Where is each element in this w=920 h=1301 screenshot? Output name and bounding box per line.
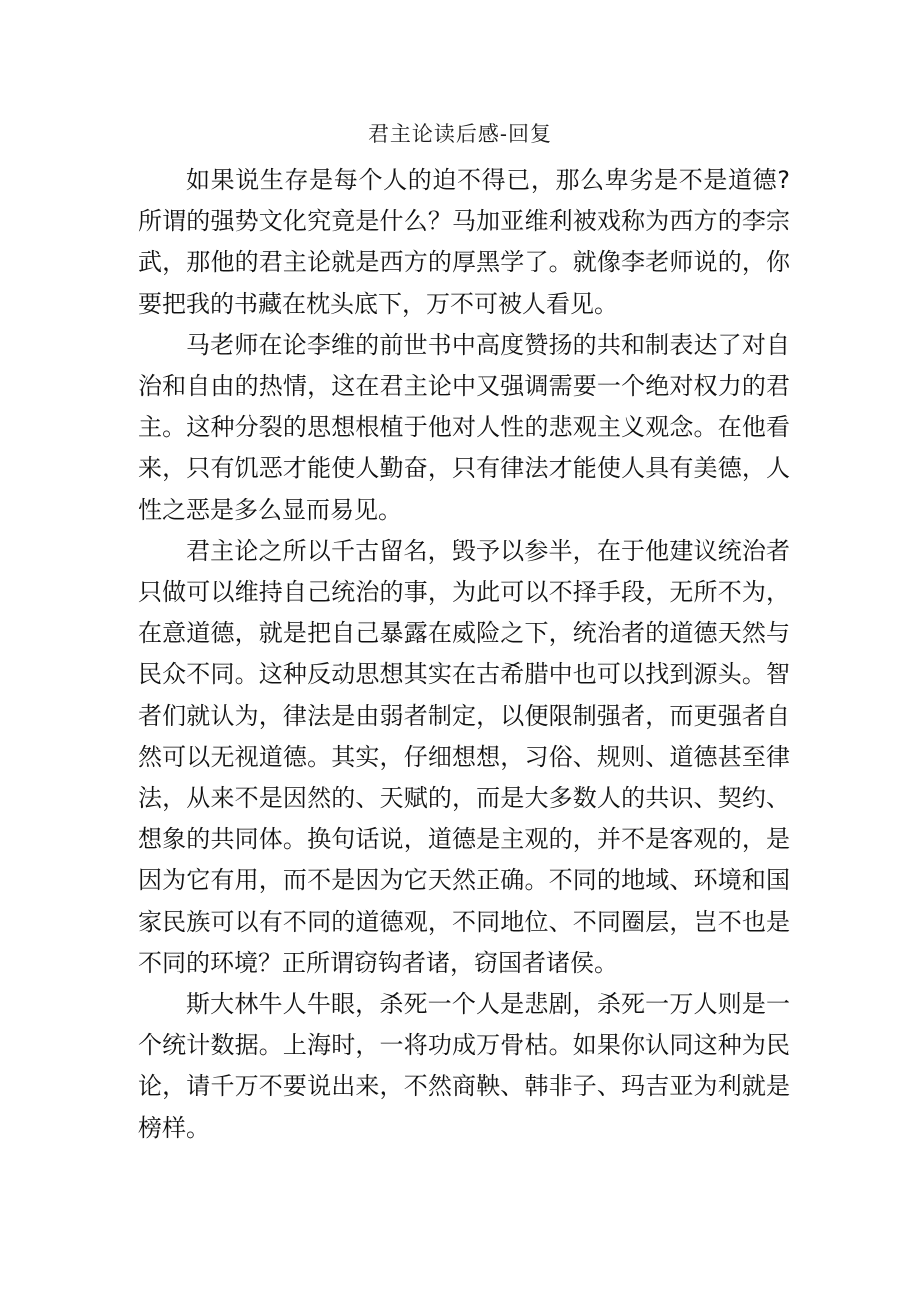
paragraph: 如果说生存是每个人的迫不得已，那么卑劣是不是道德?所谓的强势文化究竟是什么？马加亚维利被戏称为西方的李宗武，那他的君主论就是西方的厚黑学了。就像李老师说的，你要把我的书藏在枕头底下，万不可被人看见。: [138, 166, 790, 318]
document-title: 君主论读后感-回复: [367, 122, 553, 146]
paragraph: 马老师在论李维的前世书中高度赞扬的共和制表达了对自治和自由的热情，这在君主论中又强调需要一个绝对权力的君主。这种分裂的思想根植于他对人性的悲观主义观念。在他看来，只有饥恶才能使人勤奋，只有律法才能使人具有美德，人性之恶是多么显而易见。: [138, 330, 790, 524]
paragraph: 君主论之所以千古留名，毁予以参半，在于他建议统治者只做可以维持自己统治的事，为此可以不择手段，无所不为，在意道德，就是把自己暴露在威险之下，统治者的道德天然与民众不同。这种反动思想其实在古希腊中也可以找到源头。智者们就认为，律法是由弱者制定，以便限制强者，而更强者自然可以无视道德。其实，仔细想想，习俗、规则、道德甚至律法，从来不是因然的、天赋的，而是大多数人的共识、契约、想象的共同体。换句话说，道德是主观的，并不是客观的，是因为它有用，而不是因为它天然正确。不同的地域、环境和国家民族可以有不同的道德观，不同地位、不同圈层，岂不也是不同的环境？正所谓窃钩者诸，窃国者诸侯。: [138, 536, 790, 977]
document-body: [138, 160, 790, 1149]
paragraph: 斯大林牛人牛眼，杀死一个人是悲剧，杀死一万人则是一个统计数据。上海时，一将功成万骨枯。如果你认同这种为民论，请千万不要说出来，不然商鞅、韩非子、玛吉亚为利就是榜样。: [138, 990, 790, 1142]
